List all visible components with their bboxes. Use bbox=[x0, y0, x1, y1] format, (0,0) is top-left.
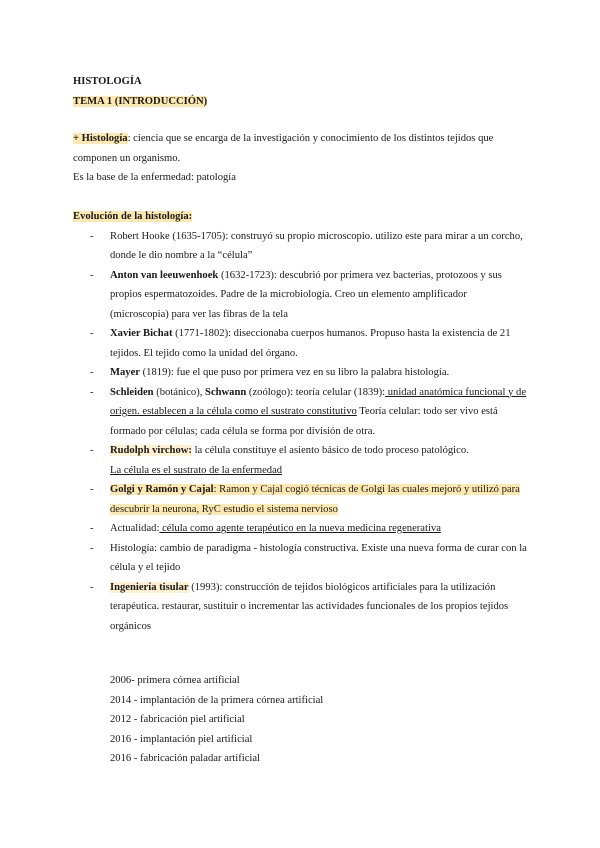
item-text: Teoría celular: todo ser vivo está formado por células; cada célula se forma por división de otra. bbox=[110, 406, 498, 437]
item-name: Ingeniería tisular bbox=[110, 581, 189, 593]
item-underlined-text: La célula es el sustrato de la enfermedad bbox=[110, 464, 283, 476]
item-name: Schleiden bbox=[110, 386, 154, 398]
item-underlined-text: unidad anatómica funcional y de origen. establecen a la célula como el sustrato constitutivo bbox=[110, 386, 527, 417]
item-text: (1819): fue el que puso por primera vez en su libro la palabra histología. bbox=[140, 367, 450, 378]
evolution-section bbox=[73, 207, 528, 636]
item-name-secondary: Schwann bbox=[205, 386, 247, 398]
list-dash: - bbox=[90, 230, 94, 242]
list-item bbox=[73, 480, 528, 519]
timeline-item: 2014 - implantación de la primera córnea artificial bbox=[110, 694, 324, 706]
intro-term: + Histología bbox=[73, 133, 128, 144]
item-text: (botánico), bbox=[153, 386, 206, 398]
list-item bbox=[73, 441, 528, 480]
item-text: Robert Hooke (1635-1705): construyó su propio microscopio. utilizo este para mirar a un corcho, donde le dio nombre a la “célula” bbox=[110, 230, 523, 261]
timeline-item: 2006- primera córnea artificial bbox=[110, 675, 240, 686]
item-name: Mayer bbox=[110, 367, 140, 378]
timeline-item: 2016 - fabricación paladar artificial bbox=[110, 753, 260, 764]
item-name: Golgi y Ramón y Cajal bbox=[110, 484, 214, 495]
item-name: Rudolph virchow: bbox=[110, 445, 192, 456]
list-item bbox=[73, 383, 528, 442]
item-text: Actualidad: bbox=[110, 523, 160, 534]
item-underlined-text: célula como agente terapéutico en la nueva medicina regenerativa bbox=[159, 523, 441, 534]
timeline-list bbox=[110, 671, 323, 769]
list-dash: - bbox=[90, 367, 94, 378]
document-title: HISTOLOGÍA bbox=[73, 76, 142, 87]
list-item bbox=[73, 519, 528, 539]
document-header bbox=[73, 72, 528, 111]
intro-base: Es la base de la enfermedad: patología bbox=[73, 172, 236, 183]
timeline-item: 2012 - fabricación piel artificial bbox=[110, 714, 245, 725]
evolution-heading: Evolución de la histología: bbox=[73, 211, 193, 222]
item-name: Anton van leeuwenhoek bbox=[110, 269, 219, 281]
list-item bbox=[73, 266, 528, 325]
list-dash: - bbox=[90, 328, 94, 339]
intro-definition bbox=[73, 129, 528, 168]
list-dash: - bbox=[90, 484, 94, 495]
item-name: Xavier Bichat bbox=[110, 328, 173, 339]
document-subtitle: TEMA 1 (INTRODUCCIÓN) bbox=[73, 95, 208, 107]
list-item bbox=[73, 578, 528, 637]
evolution-list bbox=[73, 227, 528, 637]
list-item bbox=[73, 363, 528, 383]
list-dash: - bbox=[90, 386, 94, 398]
intro-definition-text: : ciencia que se encarga de la investigación y conocimiento de los distintos tejidos que componen un organismo. bbox=[73, 133, 494, 164]
intro-section bbox=[73, 129, 528, 188]
list-dash: - bbox=[90, 581, 94, 593]
item-text: : Ramon y Cajal cogió técnicas de Golgi las cuales mejoró y utilizó para descubrir la neurona, RyC estudio el sistema nervioso bbox=[110, 484, 520, 515]
item-text: (zoólogo): teoría celular (1839): bbox=[246, 386, 386, 398]
list-item bbox=[73, 324, 528, 363]
item-text: (1632-1723): descubrió por primera vez bacterias, protozoos y sus propios espermatozoides. Padre de la microbiología. Creo un elemento amplificador (microscopia) para ver las fibras de la tela bbox=[110, 269, 502, 320]
item-text: la célula constituye el asiento básico de todo proceso patológico. bbox=[191, 445, 469, 456]
timeline-item: 2016 - implantación piel artificial bbox=[110, 733, 253, 745]
list-dash: - bbox=[90, 445, 94, 456]
list-dash: - bbox=[90, 269, 94, 281]
list-item bbox=[73, 227, 528, 266]
item-text: (1771-1802): diseccionaba cuerpos humanos. Propuso hasta la existencia de 21 tejidos. El tejido como la unidad del órgano. bbox=[110, 328, 511, 359]
item-text: Histología: cambio de paradigma - histología constructiva. Existe una nueva forma de curar con la célula y el tejido bbox=[110, 542, 527, 573]
item-text: (1993): construcción de tejidos biológicos artificiales para la utilización terapéutica. restaurar, sustituir o incrementar las actividades funcionales de los propios tejidos orgánicos bbox=[110, 581, 509, 632]
list-dash: - bbox=[90, 542, 94, 554]
list-item bbox=[73, 539, 528, 578]
list-dash: - bbox=[90, 523, 94, 534]
